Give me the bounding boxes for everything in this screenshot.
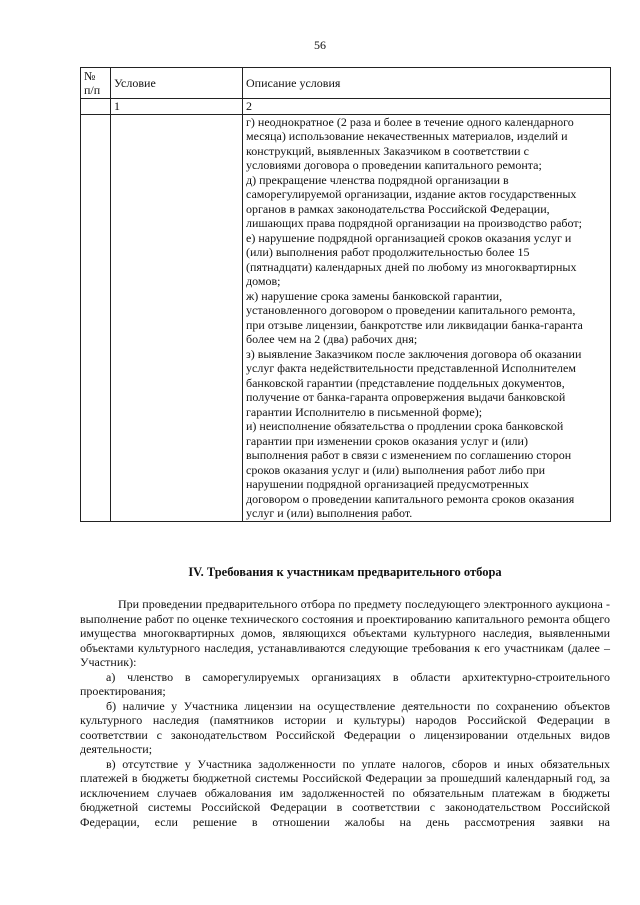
- requirement-a: а) членство в саморегулируемых организациях в области архитектурно-строительного проектирования;: [80, 669, 610, 698]
- intro-paragraph: При проведении предварительного отбора по предмету последующего электронного аукциона - выполнение работ по оценке технического состояния и проектированию капитального ремонта общего имущества многоквартирных домов, являющихся объектами культурного наследия, выявленными объектами культурного наследия, устанавливаются следующие требования к его участникам (далее – Участник):: [80, 597, 610, 669]
- table-row: [81, 114, 611, 521]
- description-line: д) прекращение членства подрядной организации в: [246, 172, 509, 187]
- description-line: гарантии при изменении сроков оказания услуг и (или): [246, 433, 528, 448]
- page-number: 56: [314, 38, 326, 52]
- description-line: и) неисполнение обязательства о продлении срока банковской: [246, 419, 564, 433]
- description-line: более чем на 2 (два) рабочих дня;: [246, 332, 418, 346]
- description-line: конструкций, выявленных Заказчиком в соответствии с: [246, 143, 529, 158]
- description-line: банковской гарантии (представление поддельных документов,: [246, 375, 565, 390]
- description-line: органов в рамках законодательства Российской Федерации,: [246, 201, 550, 216]
- header-number: № п/п: [81, 68, 111, 99]
- description-line: условиями договора о проведении капитального ремонта;: [246, 158, 542, 172]
- row-number-cell: [81, 114, 111, 521]
- row-description-cell: [243, 114, 611, 521]
- table-header-row: [81, 68, 611, 99]
- description-line: (пятнадцати) календарных дней по любому из многоквартирных: [246, 259, 577, 274]
- index-cell-empty: [81, 99, 111, 115]
- description-line: саморегулируемой организации, издание актов государственных: [246, 187, 577, 201]
- description-line: (или) выполнения работ продолжительностью более 15: [246, 245, 530, 259]
- requirement-c: в) отсутствие у Участника задолженности по уплате налогов, сборов и иных обязательных платежей в бюджеты бюджетной системы Российской Федерации за прошедший календарный год, за исключением случаев обжалования им задолженностей по обязательным платежам в бюджеты бюджетной системы Российской Федерации в соответствии с законодательством Российской Федерации, если решение в отношении жалобы на день рассмотрения заявки на: [80, 756, 610, 829]
- description-line: домов;: [246, 274, 281, 288]
- description-line: услуг факта недействительности представленной Исполнителем: [246, 361, 576, 375]
- row-condition-cell: [111, 114, 243, 521]
- description-line: договором о проведении капитального ремонта сроков оказания: [246, 491, 575, 506]
- index-cell-description: 2: [243, 99, 611, 115]
- description-line: ж) нарушение срока замены банковской гарантии,: [246, 288, 503, 303]
- description-line: нарушении подрядной организацией предусмотренных: [246, 477, 529, 491]
- header-description: Описание условия: [243, 68, 611, 99]
- header-condition: Условие: [111, 68, 243, 99]
- description-line: г) неоднократное (2 раза и более в течение одного календарного: [246, 114, 574, 129]
- conditions-table: [80, 67, 611, 522]
- section-heading: IV. Требования к участникам предварительного отбора: [188, 565, 502, 579]
- description-line: сроков оказания услуг и (или) выполнения работ либо при: [246, 462, 546, 477]
- description-line: установленного договором о проведении капитального ремонта,: [246, 303, 576, 317]
- section-body: [80, 597, 610, 829]
- description-line: при отзыве лицензии, банкротстве или ликвидации банка-гаранта: [246, 317, 583, 332]
- description-line: з) выявление Заказчиком после заключения договора об оказании: [246, 346, 582, 361]
- description-line: лишающих права подрядной организации на производство работ;: [246, 216, 582, 230]
- description-line: получение от банка-гаранта опровержения выдачи банковской: [246, 390, 566, 404]
- description-line: услуг и (или) выполнения работ.: [246, 506, 413, 520]
- description-line: гарантии Исполнителю в письменной форме);: [246, 404, 483, 419]
- index-cell-condition: 1: [111, 99, 243, 115]
- requirement-b: б) наличие у Участника лицензии на осуществление деятельности по сохранению объектов культурного наследия (памятников истории и культуры) народов Российской Федерации в соответствии с законодательством Российской Федерации о лицензировании отдельных видов деятельности;: [80, 698, 610, 756]
- description-line: выполнения работ в связи с изменением по соглашению сторон: [246, 448, 572, 462]
- description-line: е) нарушение подрядной организацией сроков оказания услуг и: [246, 230, 572, 245]
- description-line: месяца) использование некачественных материалов, изделий и: [246, 129, 568, 143]
- table-index-row: [81, 99, 611, 115]
